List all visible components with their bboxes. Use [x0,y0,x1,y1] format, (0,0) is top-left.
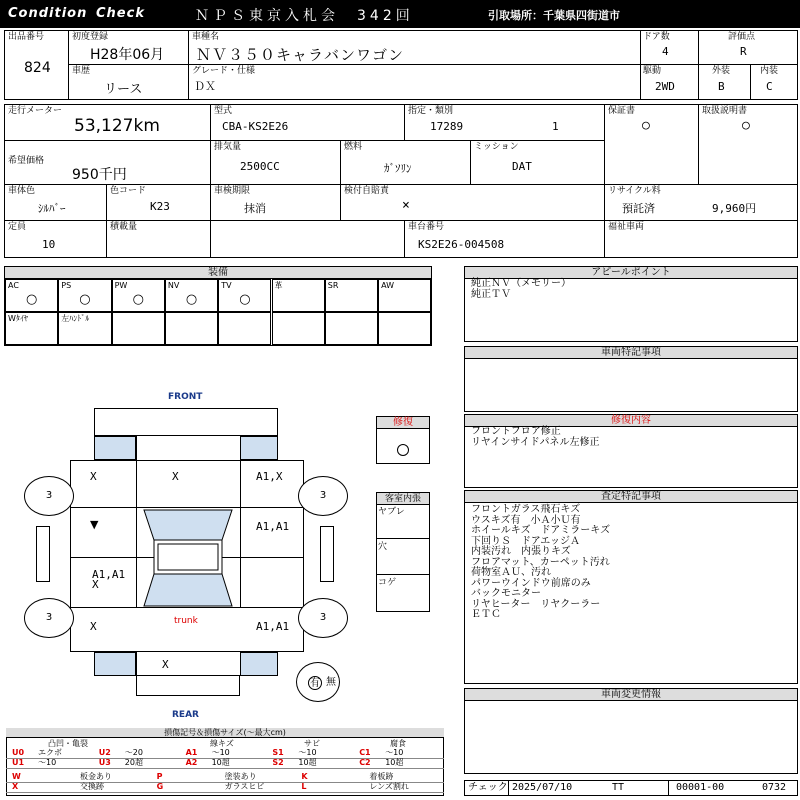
liability-label: 検付自賠責 [344,186,390,196]
equipment-label: AW [381,281,395,290]
seat-icon: ▼ [90,518,99,531]
lot-label: 出品番号 [8,32,45,42]
equipment-cell-5 [272,279,325,312]
disp-label: 排気量 [214,142,242,152]
fuel: ｶﾞｿﾘﾝ [384,162,412,175]
manual: ○ [742,118,750,133]
legend-code: S2 [272,758,284,767]
legend-desc: 20超 [124,758,143,767]
damage-front-left: X [90,470,97,483]
legend-desc: 板金あり [80,772,112,781]
legend-code: A2 [185,758,198,767]
drive-label: 駆動 [643,66,662,76]
damage-rear-left: X [90,620,97,633]
equipment-label: Wﾀｲﾔ [8,314,28,323]
legend-code: L [301,782,307,791]
model-name-label: 車種名 [192,32,220,42]
repair-flag-title: 修復 [377,417,429,429]
ext-label: 外装 [712,66,731,76]
legend-code: U3 [98,758,111,767]
equipment-label: TV [221,281,232,290]
first-reg-label: 初度登録 [72,32,109,42]
code-num: 0732 [762,782,787,793]
roof-shape [136,508,240,608]
legend-desc: 10超 [211,758,230,767]
change-block [464,688,798,774]
legend-code: X [12,782,19,791]
equipment-cell-0 [5,279,58,312]
color-code-label: 色コード [110,186,147,196]
type: CBA-KS2E26 [222,120,289,133]
tire-front-right: 3 [298,476,348,516]
color: ｼﾙﾊﾞｰ [38,202,66,215]
ext: B [718,80,725,93]
int-label: 内装 [760,66,779,76]
checker: TT [612,782,625,793]
equipment-mark: ○ [26,292,38,307]
mileage-label: 走行メーター [8,106,63,116]
legend-desc: 10超 [298,758,317,767]
legend-code: U2 [98,748,111,757]
load-label: 積載量 [110,222,138,232]
equipment-mark: ○ [185,292,198,307]
score-label: 評価点 [728,32,756,42]
rear-label: REAR [172,710,199,720]
disp: 2500CC [240,160,280,173]
tire-rear-right: 3 [298,598,348,638]
tire-front-left: 3 [24,476,74,516]
welfare-label: 福祉車両 [608,222,645,232]
repair-text: フロントフロア修正 リヤインサイドパネル左修正 [471,426,600,448]
legend-desc: 交換跡 [80,782,104,791]
front-label: FRONT [168,392,203,402]
recycle-label: リサイクル料 [608,186,661,196]
lot-number: 824 [24,60,51,76]
appeal-text: 純正ＮＶ（メモリー） 純正ＴＶ [471,278,571,300]
special-block [464,346,798,412]
legend-desc: ～10 [298,748,317,757]
legend-code: S1 [272,748,284,757]
color-label: 車体色 [8,186,36,196]
equipment-label: AC [8,281,19,290]
drive: 2WD [655,80,675,93]
legend-code: K [301,772,308,781]
special-title: 車両特記事項 [465,347,797,359]
equipment-mark: ○ [132,292,144,307]
equipment-cell-7 [378,279,431,312]
type-label: 型式 [214,106,233,116]
change-title: 車両変更情報 [465,689,797,701]
liability: × [402,198,410,213]
recycle-status: 預託済 [622,202,655,215]
chassis: KS2E26-004508 [418,238,505,251]
check-label: チェック [468,782,508,793]
legend-code: C2 [359,758,371,767]
equipment-extra-cell-7 [378,312,431,345]
equipment-label: PW [114,281,128,290]
equipment-extra-cell-1 [58,312,111,345]
capacity: 10 [42,238,56,251]
legend-code: A1 [185,748,198,757]
equipment-mark: ○ [79,292,91,307]
spare-none: 無 [326,677,336,688]
legend-code: C1 [359,748,371,757]
recycle-fee: 9,960円 [712,202,757,215]
legend-desc: ～10 [385,748,404,757]
manual-label: 取扱説明書 [702,106,748,116]
doors: 4 [662,45,669,58]
warranty-label: 保証書 [608,106,636,116]
mileage: 53,127km [74,116,160,136]
equipment-cell-3 [165,279,218,312]
damage-rear-right: A1,A1 [256,620,290,633]
damage-mid-right: A1,A1 [256,520,290,533]
legend-code: W [12,772,21,781]
legend-desc: 着板跡 [369,772,394,781]
legend-desc: 塗装あり [224,772,257,781]
equipment-extra-cell-4 [218,312,271,345]
equipment-label: PS [61,281,72,290]
brand-condition: Condition [8,6,88,21]
equipment-extra-cell-2 [112,312,165,345]
cabin-item-hole: 穴 [378,542,388,552]
legend-desc: エクボ [38,748,62,757]
legend-code: U0 [12,748,25,757]
price: 950千円 [72,167,127,183]
repair-title: 修復内容 [465,415,797,427]
chassis-label: 車台番号 [408,222,445,232]
equipment-extra-cell-3 [165,312,218,345]
inspection-notes-text: フロントガラス飛石キズ ウスキズ有 小Ａ小Ｕ有 ホイールキズ ドアミラーキズ 下回りＳ ドアエッジＡ 内装汚れ 内張りキズ フロアマット、カーペット汚れ 荷物室ＡＵ、汚れ パワーウインドウ前席のみ バックモニター リヤヒーター リヤクーラー ＥＴＣ [471,504,611,620]
history: リース [104,82,143,97]
equipment-label: NV [167,281,180,290]
equipment-label: 革 [274,281,283,290]
repair-flag-block [376,416,430,464]
car-diagram [0,380,370,720]
capacity-label: 定員 [8,222,27,232]
legend-group: 凸凹・亀裂 [48,739,88,748]
grade-label: グレード・仕様 [192,66,256,76]
model-name: ＮＶ３５０キャラバンワゴン [196,46,405,64]
equipment-label: SR [327,281,339,290]
legend-group: 線キズ [210,739,234,748]
legend-desc: 10超 [385,758,404,767]
damage-front-center: X [172,470,179,483]
legend-group: サビ [304,739,320,748]
auction-title: ＮＰＳ東京入札会 342回 [195,8,414,24]
appeal-block [464,266,798,342]
mission: DAT [512,160,532,173]
legend-desc: ～10 [211,748,230,757]
equipment-extra-cell-5 [272,312,325,345]
header-bar [0,0,800,28]
legend-title: 損傷記号＆損傷サイズ(～最大cm) [6,728,444,738]
first-reg: H28年06月 [90,47,165,63]
equipment-cell-4 [218,279,271,312]
inspection: 抹消 [244,202,266,215]
tire-rear-left: 3 [24,598,74,638]
legend-desc: レンズ割れ [369,782,409,791]
damage-bottom: X [162,658,169,671]
damage-center-left: A1,A1 X [92,568,126,591]
brand-check: Check [96,6,145,21]
legend-code: P [156,772,163,781]
legend-group: 腐食 [390,739,406,748]
repair-block [464,414,798,488]
warranty: ○ [642,118,650,133]
inspection-label: 車検期限 [214,186,251,196]
cat-2: 1 [552,120,559,133]
equipment-extra-cell-6 [325,312,378,345]
cabin-item-tear: ヤブレ [378,507,405,517]
damage-front-right: A1,X [256,470,283,483]
spare-present: 有 [310,678,320,689]
color-code: K23 [150,200,170,213]
equipment-title: 装備 [5,267,431,279]
legend-desc: ～10 [38,758,57,767]
legend-code: U1 [12,758,25,767]
check-date: 2025/07/10 [512,782,573,793]
repair-flag-mark [397,444,409,456]
mission-label: ミッション [474,142,519,152]
appeal-title: アピールポイント [465,267,797,279]
equipment-cell-1 [58,279,111,312]
inspection-notes-block [464,490,798,684]
trunk-label: trunk [174,616,198,626]
legend-code: G [156,782,164,791]
cat-1: 17289 [430,120,464,133]
equipment-label: 左ﾊﾝﾄﾞﾙ [61,314,90,323]
equipment-cell-6 [325,279,378,312]
cat-label: 指定・類別 [408,106,454,116]
equipment-mark: ○ [239,292,251,307]
legend-desc: ガラスヒビ [224,782,265,791]
inspection-notes-title: 査定特記事項 [465,491,797,503]
cabin-item-burn: コゲ [378,578,397,588]
doors-label: ドア数 [643,32,670,42]
score: R [740,45,747,58]
price-label: 希望価格 [8,156,45,166]
fuel-label: 燃料 [344,142,363,152]
grade: ＤＸ [194,80,216,93]
cabin-title: 客室内張 [377,493,429,505]
equipment-cell-2 [112,279,165,312]
code: 00001-00 [676,782,725,793]
equipment-extra-cell-0 [5,312,58,345]
int: C [766,80,773,93]
history-label: 車歴 [72,66,91,76]
pickup-location: 引取場所：千葉県四街道市 [488,9,620,22]
legend-desc: ～20 [124,748,143,757]
